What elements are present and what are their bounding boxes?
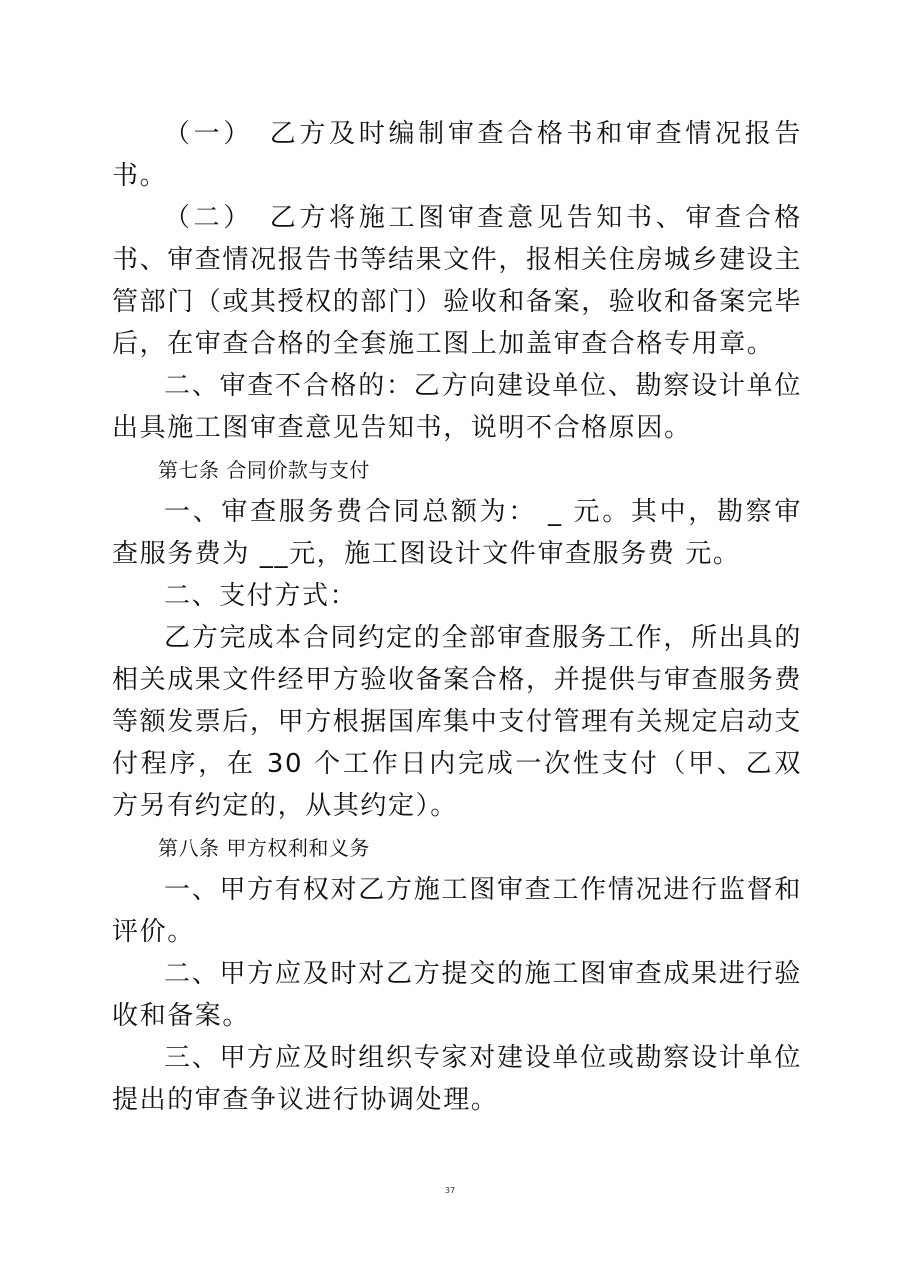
clause-payment-details: 乙方完成本合同约定的全部审查服务工作，所出具的相关成果文件经甲方验收备案合格，并提供与审查服务费等额发票后，甲方根据国库集中支付管理有关规定启动支付程序，在 30 个工作日内完成一次性支付（甲、乙双方另有约定的，从其约定）。 (112, 623, 803, 821)
article-8-heading: 第八条 甲方权利和义务 (158, 836, 370, 860)
clause-party-a-right-1: 一、甲方有权对乙方施工图审查工作情况进行监督和评价。 (112, 875, 802, 947)
article-7-heading: 第七条 合同价款与支付 (158, 458, 370, 482)
document-body (112, 113, 802, 1121)
clause-unqualified: 二、审查不合格的：乙方向建设单位、勘察设计单位出具施工图审查意见告知书，说明不合格原因。 (112, 371, 802, 443)
clause-payment-method: 二、支付方式： (164, 581, 358, 611)
clause-item-2: （二） 乙方将施工图审查意见告知书、审查合格书、审查情况报告书等结果文件，报相关住房城乡建设主管部门（或其授权的部门）验收和备案，验收和备案完毕后，在审查合格的全套施工图上加盖审查合格专用章。 (112, 203, 803, 359)
clause-item-1: （一） 乙方及时编制审查合格书和审查情况报告书。 (112, 119, 802, 191)
clause-fee-total: 一、审查服务费合同总额为： _ 元。其中，勘察审查服务费为 __元，施工图设计文件审查服务费 元。 (112, 497, 802, 569)
clause-party-a-duty-3: 三、甲方应及时组织专家对建设单位或勘察设计单位提出的审查争议进行协调处理。 (112, 1043, 802, 1115)
page-number: 37 (444, 1186, 456, 1195)
clause-party-a-duty-2: 二、甲方应及时对乙方提交的施工图审查成果进行验收和备案。 (112, 959, 802, 1031)
